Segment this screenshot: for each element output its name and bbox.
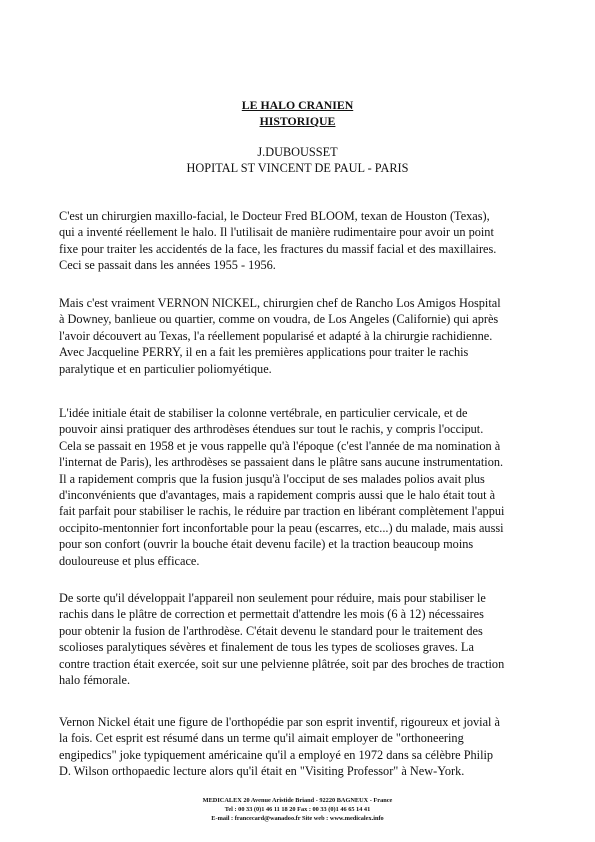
text-line: Mais c'est vraiment VERNON NICKEL, chirurgien chef de Rancho Los Amigos Hospital	[59, 296, 501, 310]
text-line: engipedics" joke typiquement américaine qu'il a employé en 1972 dans sa célèbre Philip	[59, 747, 494, 762]
text-line: fixe pour traiter les accidentés de la face, les fractures du massif facial et des maxillaires.	[59, 241, 497, 256]
text-line: rachis dans le plâtre de correction et permettait d'attendre les mois (6 à 12) nécessaires	[59, 607, 484, 622]
text-line: l'avoir découvert au Texas, l'a réellement popularisé et adapté à la chirurgie rachidienne.	[59, 328, 493, 343]
text-line: Vernon Nickel était une figure de l'orthopédie par son esprit inventif, rigoureux et jovial à	[59, 715, 501, 729]
page-footer	[0, 797, 595, 823]
paragraph-initial-idea	[59, 405, 539, 569]
paragraph-nickel	[59, 295, 539, 377]
text-line: C'est un chirurgien maxillo-facial, le Docteur Fred BLOOM, texan de Houston (Texas),	[59, 209, 490, 223]
text-line: paralytique et en particulier poliomyétique.	[59, 361, 272, 376]
text-line: Avec Jacqueline PERRY, il en a fait les premières applications pour traiter le rachis	[59, 345, 469, 360]
text-line: halo fémorale.	[59, 673, 131, 688]
text-line: d'inconvénients que d'avantages, mais a rapidement compris aussi que le halo était tout à	[59, 488, 496, 503]
text-line: pour son confort (ouvrir la bouche était devenu facile) et la traction beaucoup moins	[59, 537, 474, 552]
text-line: la fois. Cet esprit est résumé dans un terme qu'il aimait employer de "orthoneering	[59, 731, 464, 746]
author-affiliation: HOPITAL ST VINCENT DE PAUL - PARIS	[186, 161, 409, 175]
paragraph-vernon-nickel	[59, 714, 539, 780]
author-name: J.DUBOUSSET	[257, 145, 338, 159]
text-line: D. Wilson orthopaedic lecture alors qu'il était en "Visiting Professor" à New-York.	[59, 764, 465, 779]
text-line: pour obtenir la fusion de l'arthrodèse. C'était devenu le standard pour le traitement des	[59, 623, 483, 638]
text-line: Cela se passait en 1958 et je vous rappelle qu'à l'époque (c'est l'année de ma nomination à	[59, 438, 501, 453]
text-line: Il a rapidement compris que la fusion jusqu'à l'occiput de ses malades polios avait plus	[59, 471, 485, 486]
text-line: Ceci se passait dans les années 1955 - 1956.	[59, 258, 276, 273]
footer-email-web: E-mail : francecard@wanadoo.fr Site web : www.medicalex.info	[211, 814, 384, 822]
paragraph-development	[59, 590, 539, 688]
text-line: contre traction était exercée, soit sur une pelvienne plâtrée, soit par des broches de traction	[59, 656, 505, 671]
footer-address: MEDICALEX 20 Avenue Aristide Briand - 92220 BAGNEUX - France	[202, 797, 393, 804]
text-line: scolioses paralytiques sévères et finalement de tous les types de scolioses graves. La	[59, 640, 474, 655]
author-block	[0, 144, 595, 176]
title-line-2: HISTORIQUE	[259, 114, 336, 128]
text-line: occipito-mentonnier fort inconfortable pour la peau (escarres, etc...) du malade, mais aussi	[59, 520, 504, 535]
text-line: L'idée initiale était de stabiliser la colonne vertébrale, en particulier cervicale, et de	[59, 406, 468, 420]
text-line: douloureuse et plus efficace.	[59, 553, 200, 568]
title-line-1: LE HALO CRANIEN	[241, 98, 354, 112]
text-line: De sorte qu'il développait l'appareil non seulement pour réduire, mais pour stabiliser le	[59, 591, 486, 605]
text-line: l'internat de Paris), les arthrodèses se passaient dans le plâtre sans aucune instrumentation.	[59, 455, 504, 470]
text-line: fait parfait pour stabiliser le rachis, le réduire par traction en libérant complètement l'appui	[59, 504, 505, 519]
text-line: qui a inventé réellement le halo. Il l'utilisait de manière rudimentaire pour avoir un point	[59, 225, 494, 240]
text-line: à Downey, banlieue ou quartier, comme on voudra, de Los Angeles (Californie) qui après	[59, 312, 499, 327]
paragraph-bloom	[59, 208, 539, 274]
text-line: pouvoir ainsi pratiquer des arthrodèses étendues sur tout le rachis, y compris l'occiput.	[59, 422, 484, 437]
document-title	[0, 97, 595, 129]
footer-phone-fax: Tel : 00 33 (0)1 46 11 18 20 Fax : 00 33 (0)1 46 65 14 41	[224, 805, 371, 813]
